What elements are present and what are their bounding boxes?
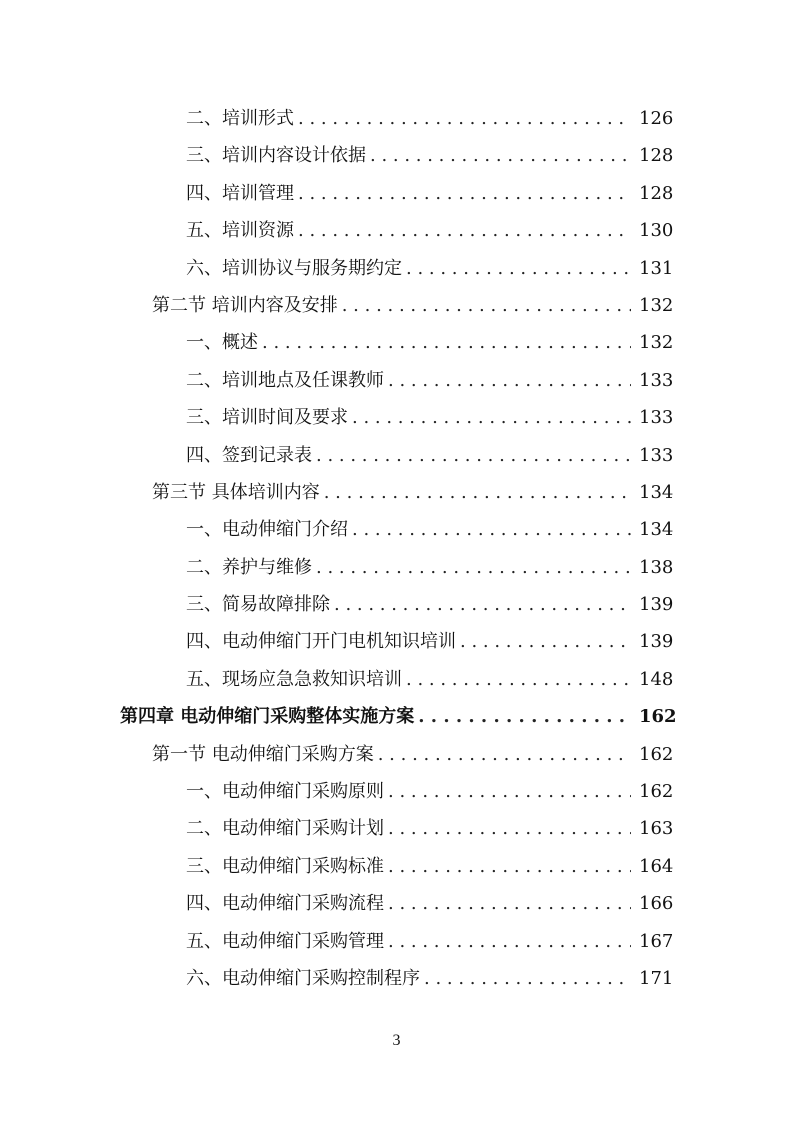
- toc-entry[interactable]: [0, 212, 793, 249]
- toc-entry-page: 134: [639, 519, 674, 541]
- toc-entry-page: 133: [639, 369, 674, 391]
- toc-entry[interactable]: [0, 923, 793, 960]
- toc-entry-page: 148: [639, 668, 674, 690]
- toc-dot-leader: [352, 399, 631, 436]
- toc-entry-page: 162: [639, 743, 674, 765]
- toc-entry-page: 126: [639, 108, 674, 129]
- toc-dot-leader: [460, 623, 631, 660]
- toc-dot-leader: [406, 661, 631, 698]
- toc-entry[interactable]: [0, 549, 793, 586]
- toc-dot-leader: [388, 848, 631, 885]
- toc-entry[interactable]: [0, 960, 793, 997]
- toc-chapter-entry[interactable]: [0, 698, 793, 735]
- toc-entry-title: 三、培训内容设计依据: [186, 145, 366, 167]
- toc-entry-page: 162: [639, 706, 677, 728]
- toc-entry-title: 五、培训资源: [186, 220, 294, 242]
- toc-entry-title: 五、电动伸缩门采购管理: [186, 930, 384, 952]
- toc-entry[interactable]: [0, 362, 793, 399]
- toc-entry-title: 二、培训形式: [186, 108, 294, 129]
- toc-entry[interactable]: [0, 586, 793, 623]
- toc-entry[interactable]: [0, 100, 793, 137]
- toc-entry-page: 131: [639, 257, 674, 279]
- toc-dot-leader: [298, 212, 631, 249]
- toc-entry-title: 一、电动伸缩门采购原则: [186, 781, 384, 803]
- toc-entry-title: 第三节 具体培训内容: [152, 481, 320, 503]
- toc-dot-leader: [388, 810, 631, 847]
- toc-entry[interactable]: [0, 848, 793, 885]
- toc-dot-leader: [388, 362, 631, 399]
- toc-entry-title: 三、电动伸缩门采购标准: [186, 855, 384, 877]
- toc-dot-leader: [388, 773, 631, 810]
- toc-entry[interactable]: [0, 623, 793, 660]
- toc-entry-page: 138: [639, 556, 674, 578]
- toc-section-entry[interactable]: [0, 287, 793, 324]
- toc-dot-leader: [352, 511, 631, 548]
- toc-entry-page: 128: [639, 182, 674, 204]
- toc-entry-title: 四、签到记录表: [186, 444, 312, 466]
- toc-entry-page: 139: [639, 594, 674, 616]
- toc-entry-title: 四、电动伸缩门开门电机知识培训: [186, 631, 456, 653]
- toc-entry-page: 139: [639, 631, 674, 653]
- toc-dot-leader: [406, 250, 631, 287]
- toc-entry-page: 166: [639, 893, 674, 915]
- toc-entry[interactable]: [0, 437, 793, 474]
- toc-entry[interactable]: [0, 250, 793, 287]
- toc-dot-leader: [342, 287, 631, 324]
- page-number: 3: [392, 1032, 401, 1049]
- toc-entry-title: 四、电动伸缩门采购流程: [186, 893, 384, 915]
- toc-entry[interactable]: [0, 885, 793, 922]
- toc-entry-page: 132: [639, 332, 674, 354]
- toc-dot-leader: [388, 923, 631, 960]
- toc-dot-leader: [316, 437, 631, 474]
- toc-entry-page: 162: [639, 781, 674, 803]
- toc-dot-leader: [424, 960, 631, 997]
- toc-dot-leader: [370, 137, 631, 174]
- toc-entry[interactable]: [0, 137, 793, 174]
- toc-entry-page: 128: [639, 145, 674, 167]
- toc-dot-leader: [334, 586, 631, 623]
- toc-entry-title: 五、现场应急急救知识培训: [186, 668, 402, 690]
- toc-entry-title: 第二节 培训内容及安排: [152, 294, 338, 316]
- toc-entry-title: 三、培训时间及要求: [186, 407, 348, 429]
- toc-entry-page: 132: [639, 294, 674, 316]
- toc-entry-page: 167: [639, 930, 674, 952]
- toc-entry-title: 六、电动伸缩门采购控制程序: [186, 967, 420, 989]
- toc-entry[interactable]: [0, 399, 793, 436]
- toc-entry-title: 四、培训管理: [186, 182, 294, 204]
- toc-entry-title: 二、电动伸缩门采购计划: [186, 818, 384, 840]
- toc-entry-title: 第一节 电动伸缩门采购方案: [152, 743, 374, 765]
- toc-entry-page: 164: [639, 855, 674, 877]
- toc-dot-leader: [262, 324, 631, 361]
- toc-dot-leader: [324, 474, 631, 511]
- toc-entry-title: 第四章 电动伸缩门采购整体实施方案: [120, 706, 415, 728]
- toc-entry-title: 一、电动伸缩门介绍: [186, 519, 348, 541]
- toc-dot-leader: [316, 549, 631, 586]
- toc-entry[interactable]: [0, 810, 793, 847]
- toc-dot-leader: [298, 175, 631, 212]
- toc-entry-page: 130: [639, 220, 674, 242]
- toc-entry[interactable]: [0, 511, 793, 548]
- toc-entry-page: 171: [639, 967, 674, 989]
- toc-entry[interactable]: [0, 661, 793, 698]
- toc-entry-page: 134: [639, 481, 674, 503]
- toc-entry-title: 一、概述: [186, 332, 258, 354]
- toc-entry[interactable]: [0, 773, 793, 810]
- toc-entry-page: 133: [639, 407, 674, 429]
- toc-dot-leader: [378, 736, 631, 773]
- toc-section-entry[interactable]: [0, 736, 793, 773]
- toc-dot-leader: [388, 885, 631, 922]
- toc-section-entry[interactable]: [0, 474, 793, 511]
- toc-entry-title: 二、培训地点及任课教师: [186, 369, 384, 391]
- toc-entry-title: 六、培训协议与服务期约定: [186, 257, 402, 279]
- toc-dot-leader: [298, 100, 631, 137]
- table-of-contents: [0, 100, 793, 997]
- toc-entry-title: 三、简易故障排除: [186, 594, 330, 616]
- toc-entry[interactable]: [0, 324, 793, 361]
- toc-entry-title: 二、养护与维修: [186, 556, 312, 578]
- toc-entry-page: 133: [639, 444, 674, 466]
- toc-dot-leader: [418, 698, 631, 735]
- toc-entry[interactable]: [0, 175, 793, 212]
- toc-entry-page: 163: [639, 818, 674, 840]
